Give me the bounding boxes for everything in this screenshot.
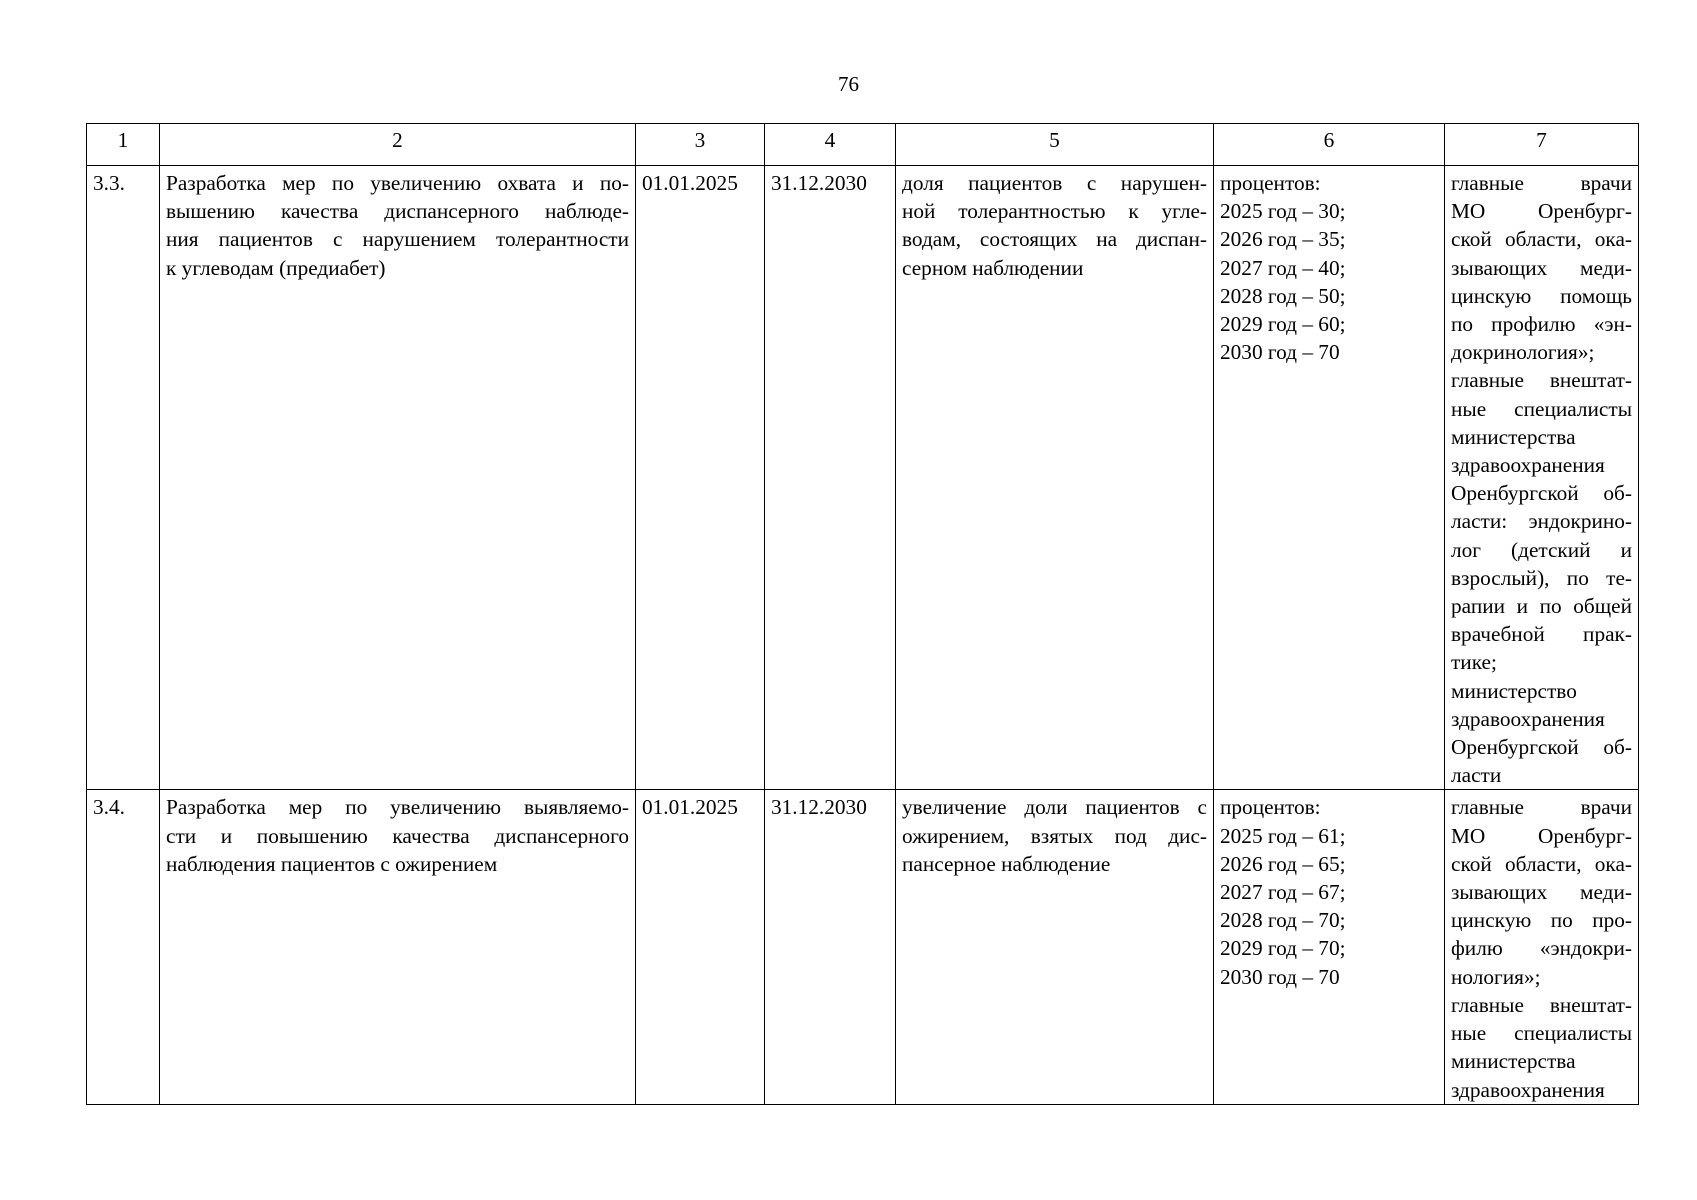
start-date: 01.01.2025 — [636, 166, 765, 790]
text-line: к углеводам (предиабет) — [166, 255, 386, 280]
column-header: 7 — [1445, 124, 1639, 166]
target-values — [1214, 790, 1445, 1104]
text-line: главные врачи — [1451, 795, 1632, 820]
text-line: 2027 год – 67; — [1220, 880, 1346, 905]
measure-description — [160, 790, 636, 1104]
text-line: пансерное наблюдение — [902, 851, 1111, 876]
text-line: 2027 год – 40; — [1220, 255, 1346, 280]
measures-table — [86, 123, 1639, 1105]
indicator — [896, 790, 1214, 1104]
text-line: здравоохранения — [1451, 453, 1605, 478]
text-line: по профилю «эн- — [1451, 312, 1632, 337]
text-line: ской области, ока- — [1451, 227, 1632, 252]
text-line: докринология»; — [1451, 340, 1595, 365]
text-line: 2029 год – 70; — [1220, 936, 1346, 961]
text-line: ской области, ока- — [1451, 851, 1632, 876]
text-line: ной толерантностью к угле- — [902, 199, 1207, 224]
column-header: 3 — [636, 124, 765, 166]
row-number: 3.3. — [87, 166, 160, 790]
text-line: МО Оренбург- — [1451, 199, 1632, 224]
text-line: 2029 год – 60; — [1220, 312, 1346, 337]
text-line: 2026 год – 35; — [1220, 227, 1346, 252]
text-line: зывающих меди- — [1451, 880, 1632, 905]
text-line: рапии и по общей — [1451, 594, 1632, 619]
text-line: ные специалисты — [1451, 396, 1632, 421]
text-line: здравоохранения — [1451, 706, 1605, 731]
text-line: тике; — [1451, 650, 1497, 675]
column-header: 4 — [765, 124, 896, 166]
text-line: главные врачи — [1451, 171, 1632, 195]
end-date: 31.12.2030 — [765, 790, 896, 1104]
text-line: процентов: — [1220, 795, 1321, 820]
column-header: 6 — [1214, 124, 1445, 166]
text-line: Оренбургской об- — [1451, 735, 1632, 760]
text-line: 2025 год – 30; — [1220, 199, 1346, 224]
text-line: здравоохранения — [1451, 1077, 1605, 1102]
text-line: нология»; — [1451, 964, 1541, 989]
page-number: 76 — [838, 72, 859, 96]
text-line: 2028 год – 70; — [1220, 908, 1346, 933]
column-header: 5 — [896, 124, 1214, 166]
text-line: серном наблюдении — [902, 255, 1084, 280]
text-line: 2030 год – 70 — [1220, 340, 1340, 365]
text-line: цинскую помощь — [1451, 283, 1632, 308]
text-line: цинскую по про- — [1451, 908, 1632, 933]
text-line: зывающих меди- — [1451, 255, 1632, 280]
table-row — [87, 166, 1639, 790]
text-line: увеличение доли пациентов с — [902, 795, 1207, 820]
start-date: 01.01.2025 — [636, 790, 765, 1104]
text-line: 2028 год – 50; — [1220, 283, 1346, 308]
text-line: главные внештат- — [1451, 992, 1632, 1017]
text-line: наблюдения пациентов с ожирением — [166, 851, 498, 876]
table-header-row — [87, 124, 1639, 166]
text-line: министерства — [1451, 1049, 1576, 1074]
text-line: водам, состоящих на диспан- — [902, 227, 1207, 252]
text-line: доля пациентов с нарушен- — [902, 171, 1207, 195]
text-line: сти и повышению качества диспансерного — [166, 823, 629, 848]
measure-description — [160, 166, 636, 790]
text-line: процентов: — [1220, 171, 1321, 195]
row-number: 3.4. — [87, 790, 160, 1104]
column-header: 2 — [160, 124, 636, 166]
responsible — [1445, 166, 1639, 790]
text-line: Оренбургской об- — [1451, 481, 1632, 506]
target-values — [1214, 166, 1445, 790]
text-line: лог (детский и — [1451, 537, 1632, 562]
text-line: филю «эндокри- — [1451, 936, 1632, 961]
text-line: 2030 год – 70 — [1220, 964, 1340, 989]
text-line: ласти — [1451, 763, 1502, 788]
text-line: вышению качества диспансерного наблюде- — [166, 199, 629, 224]
text-line: МО Оренбург- — [1451, 823, 1632, 848]
responsible — [1445, 790, 1639, 1104]
text-line: министерство — [1451, 678, 1577, 703]
text-line: 2025 год – 61; — [1220, 823, 1346, 848]
text-line: Разработка мер по увеличению охвата и по- — [166, 171, 629, 195]
end-date: 31.12.2030 — [765, 166, 896, 790]
text-line: ния пациентов с нарушением толерантности — [166, 227, 629, 252]
table-row — [87, 790, 1639, 1104]
text-line: врачебной прак- — [1451, 622, 1632, 647]
column-header: 1 — [87, 124, 160, 166]
text-line: ожирением, взятых под дис- — [902, 823, 1207, 848]
text-line: ные специалисты — [1451, 1021, 1632, 1046]
text-line: взрослый), по те- — [1451, 565, 1632, 590]
indicator — [896, 166, 1214, 790]
text-line: ласти: эндокрино- — [1451, 509, 1632, 534]
text-line: министерства — [1451, 424, 1576, 449]
text-line: Разработка мер по увеличению выявляемо- — [166, 795, 629, 820]
text-line: 2026 год – 65; — [1220, 851, 1346, 876]
text-line: главные внештат- — [1451, 368, 1632, 393]
